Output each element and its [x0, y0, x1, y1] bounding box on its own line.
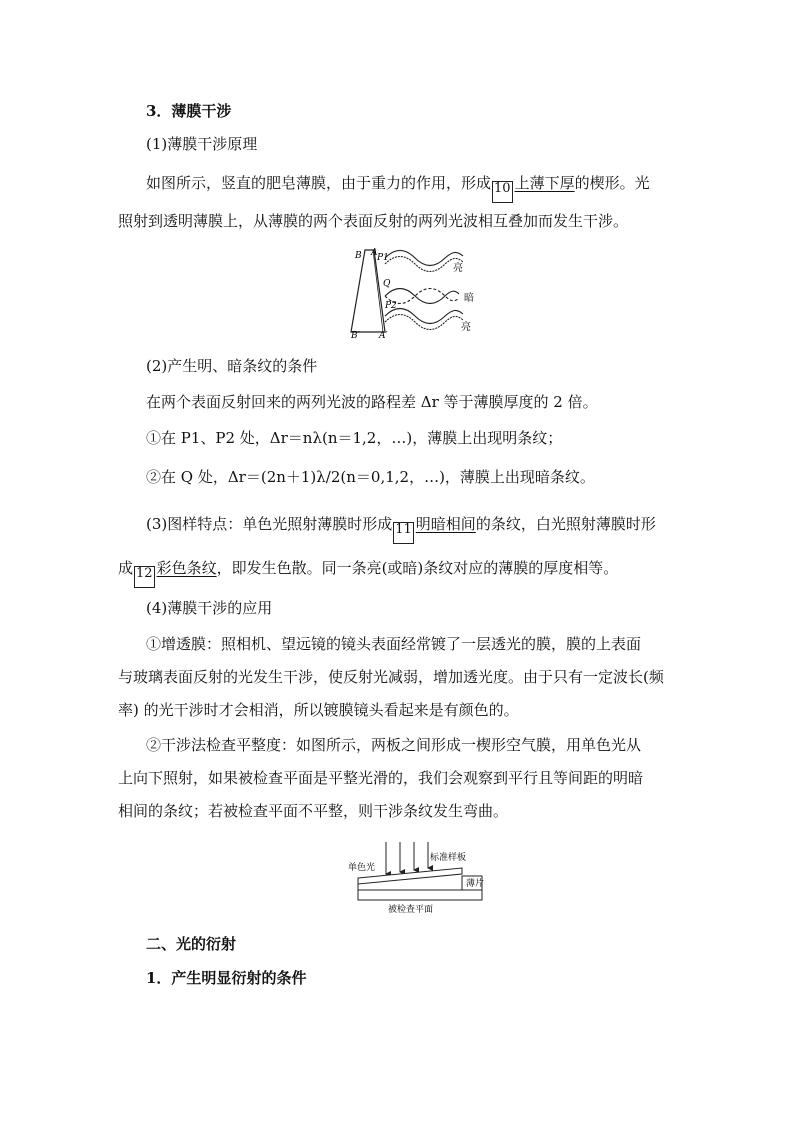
section-title: 二、光的衍射	[146, 935, 237, 953]
answer-blank: 彩色条纹	[156, 559, 217, 577]
text: 成	[118, 559, 134, 577]
paragraph-line: ①增透膜：照相机、望远镜的镜头表面经常镀了一层透光的膜，膜的上表面	[146, 635, 642, 653]
paragraph-line: ②在 Q 处，Δr＝(2n＋1)λ/2(n＝0,1,2，…)，薄膜上出现暗条纹。	[146, 468, 595, 486]
label-B: B	[355, 251, 362, 261]
label-dark: 暗	[464, 293, 474, 304]
paragraph-line: ①在 P1、P2 处，Δr＝nλ(n＝1,2，…)，薄膜上出现明条纹；	[146, 429, 563, 447]
test-plane	[358, 890, 482, 900]
subsection-title: (4)薄膜干涉的应用	[146, 599, 273, 617]
paragraph-line: ②干涉法检查平整度：如图所示，两板之间形成一楔形空气膜，用单色光从	[146, 736, 642, 754]
text: 的楔形。光	[574, 174, 650, 192]
text: 的条纹，白光照射薄膜时形	[475, 515, 656, 533]
label-P2: P2	[385, 301, 397, 311]
label-B-prime: B′	[351, 331, 360, 338]
answer-number: 12	[136, 566, 153, 581]
section-title: 3．薄膜干涉	[146, 102, 232, 120]
paragraph-line: 率) 的光干涉时才会相消，所以镀膜镜头看起来是有颜色的。	[118, 701, 519, 719]
label-monochromatic-light: 单色光	[348, 863, 376, 873]
label-bright-1: 亮	[453, 263, 463, 274]
answer-number: 10	[494, 181, 511, 196]
label-bright-2: 亮	[461, 322, 471, 333]
paragraph-line: 上向下照射，如果被检查平面是平整光滑的，我们会观察到平行且等间距的明暗	[118, 769, 644, 787]
bright-wave-top	[385, 251, 463, 266]
flatness-check-figure	[338, 840, 508, 916]
paragraph-line	[146, 173, 650, 203]
answer-number: 11	[395, 522, 412, 537]
label-standard-plate: 标准样板	[430, 853, 467, 863]
paragraph-line	[146, 514, 656, 544]
paragraph-line: 与玻璃表面反射的光发生干涉，使反射光减弱，增加透光度。由于只有一定波长(频	[118, 668, 664, 686]
paragraph-line: 照射到透明薄膜上，从薄膜的两个表面反射的两列光波相互叠加而发生干涉。	[118, 212, 629, 230]
paragraph-line: 在两个表面反射回来的两列光波的路程差 Δr 等于薄膜厚度的 2 倍。	[146, 393, 598, 411]
answer-number-box	[393, 522, 414, 544]
label-A: A	[371, 248, 378, 258]
label-thin-sheet: 薄片	[466, 879, 485, 889]
answer-blank: 上薄下厚	[514, 174, 575, 192]
label-Q: Q	[383, 279, 391, 289]
text: (3)图样特点：单色光照射薄膜时形成	[146, 515, 393, 533]
text: ，即发生色散。同一条亮(或暗)条纹对应的薄膜的厚度相等。	[216, 559, 619, 577]
text: 如图所示，竖直的肥皂薄膜，由于重力的作用，形成	[146, 174, 492, 192]
paragraph-line: 相间的条纹；若被检查平面不平整，则干涉条纹发生弯曲。	[118, 802, 509, 820]
answer-number-box	[492, 181, 513, 203]
answer-number-box	[134, 566, 155, 588]
label-test-plane: 被检查平面	[388, 905, 434, 915]
soap-film-figure	[345, 246, 485, 338]
subsection-title: 1．产生明显衍射的条件	[146, 969, 307, 987]
subsection-title: (1)薄膜干涉原理	[146, 135, 258, 153]
paragraph-line	[118, 558, 618, 588]
answer-blank: 明暗相间	[415, 515, 476, 533]
subsection-title: (2)产生明、暗条纹的条件	[146, 357, 318, 375]
label-A-prime: A′	[379, 331, 388, 338]
label-P1: P1	[377, 253, 389, 263]
